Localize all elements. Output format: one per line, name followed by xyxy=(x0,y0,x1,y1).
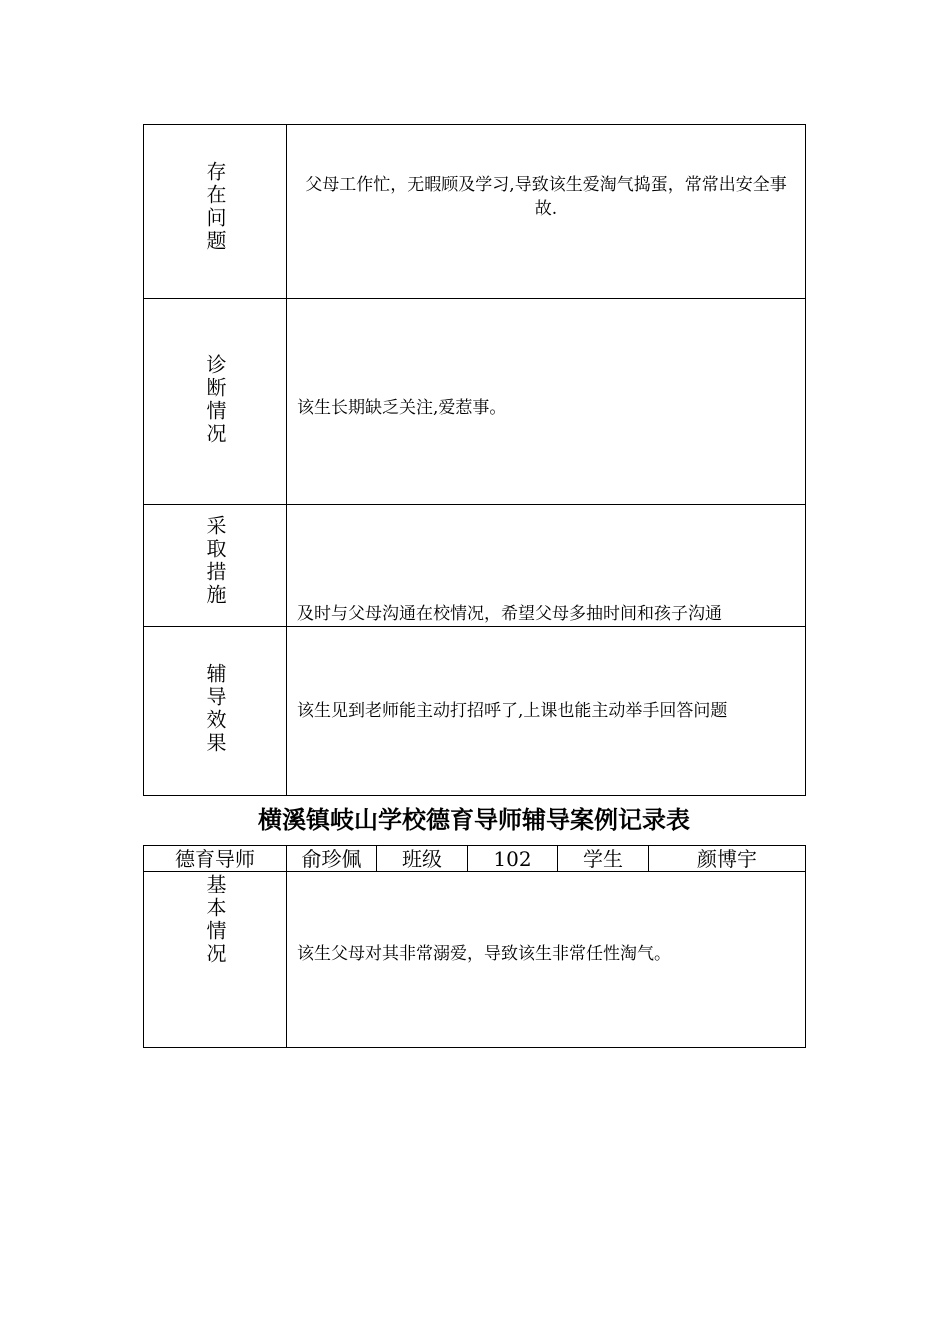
mentor-label: 德育导师 xyxy=(144,846,287,872)
student-name: 颜博宇 xyxy=(649,846,806,872)
text-basic: 该生父母对其非常溺爱，导致该生非常任性淘气。 xyxy=(297,944,671,964)
label-cell-diagnosis xyxy=(144,299,287,505)
content-effect xyxy=(287,627,806,796)
class-value: 102 xyxy=(468,846,558,872)
label-effect: 辅导效果 xyxy=(203,663,227,755)
text-measures: 及时与父母沟通在校情况，希望父母多抽时间和孩子沟通 xyxy=(297,604,722,624)
header-row xyxy=(144,846,806,872)
content-diagnosis xyxy=(287,299,806,505)
label-problems: 存在问题 xyxy=(203,161,227,253)
case-record-table-continued xyxy=(143,124,806,796)
case-record-table xyxy=(143,845,806,1048)
label-measures: 采取措施 xyxy=(203,515,227,607)
table-row-measures xyxy=(144,505,806,627)
text-effect: 该生见到老师能主动打招呼了,上课也能主动举手回答问题 xyxy=(297,701,728,721)
table-row-effect xyxy=(144,627,806,796)
content-problems xyxy=(287,125,806,299)
label-cell-basic xyxy=(144,872,287,1048)
label-basic: 基本情况 xyxy=(203,874,227,966)
label-cell-problems xyxy=(144,125,287,299)
label-cell-effect xyxy=(144,627,287,796)
table-row-diagnosis xyxy=(144,299,806,505)
class-label: 班级 xyxy=(377,846,468,872)
label-cell-measures xyxy=(144,505,287,627)
label-diagnosis: 诊断情况 xyxy=(203,353,227,446)
form-title: 横溪镇岐山学校德育导师辅导案例记录表 xyxy=(258,805,690,834)
text-diagnosis: 该生长期缺乏关注,爱惹事。 xyxy=(297,398,507,418)
student-label: 学生 xyxy=(558,846,649,872)
table-row-problems xyxy=(144,125,806,299)
text-problems: 父母工作忙，无暇顾及学习,导致该生爱淘气捣蛋，常常出安全事故. xyxy=(305,175,787,219)
mentor-name: 俞珍佩 xyxy=(287,846,377,872)
content-measures xyxy=(287,505,806,627)
content-basic xyxy=(287,872,806,1048)
table-row-basic xyxy=(144,872,806,1048)
